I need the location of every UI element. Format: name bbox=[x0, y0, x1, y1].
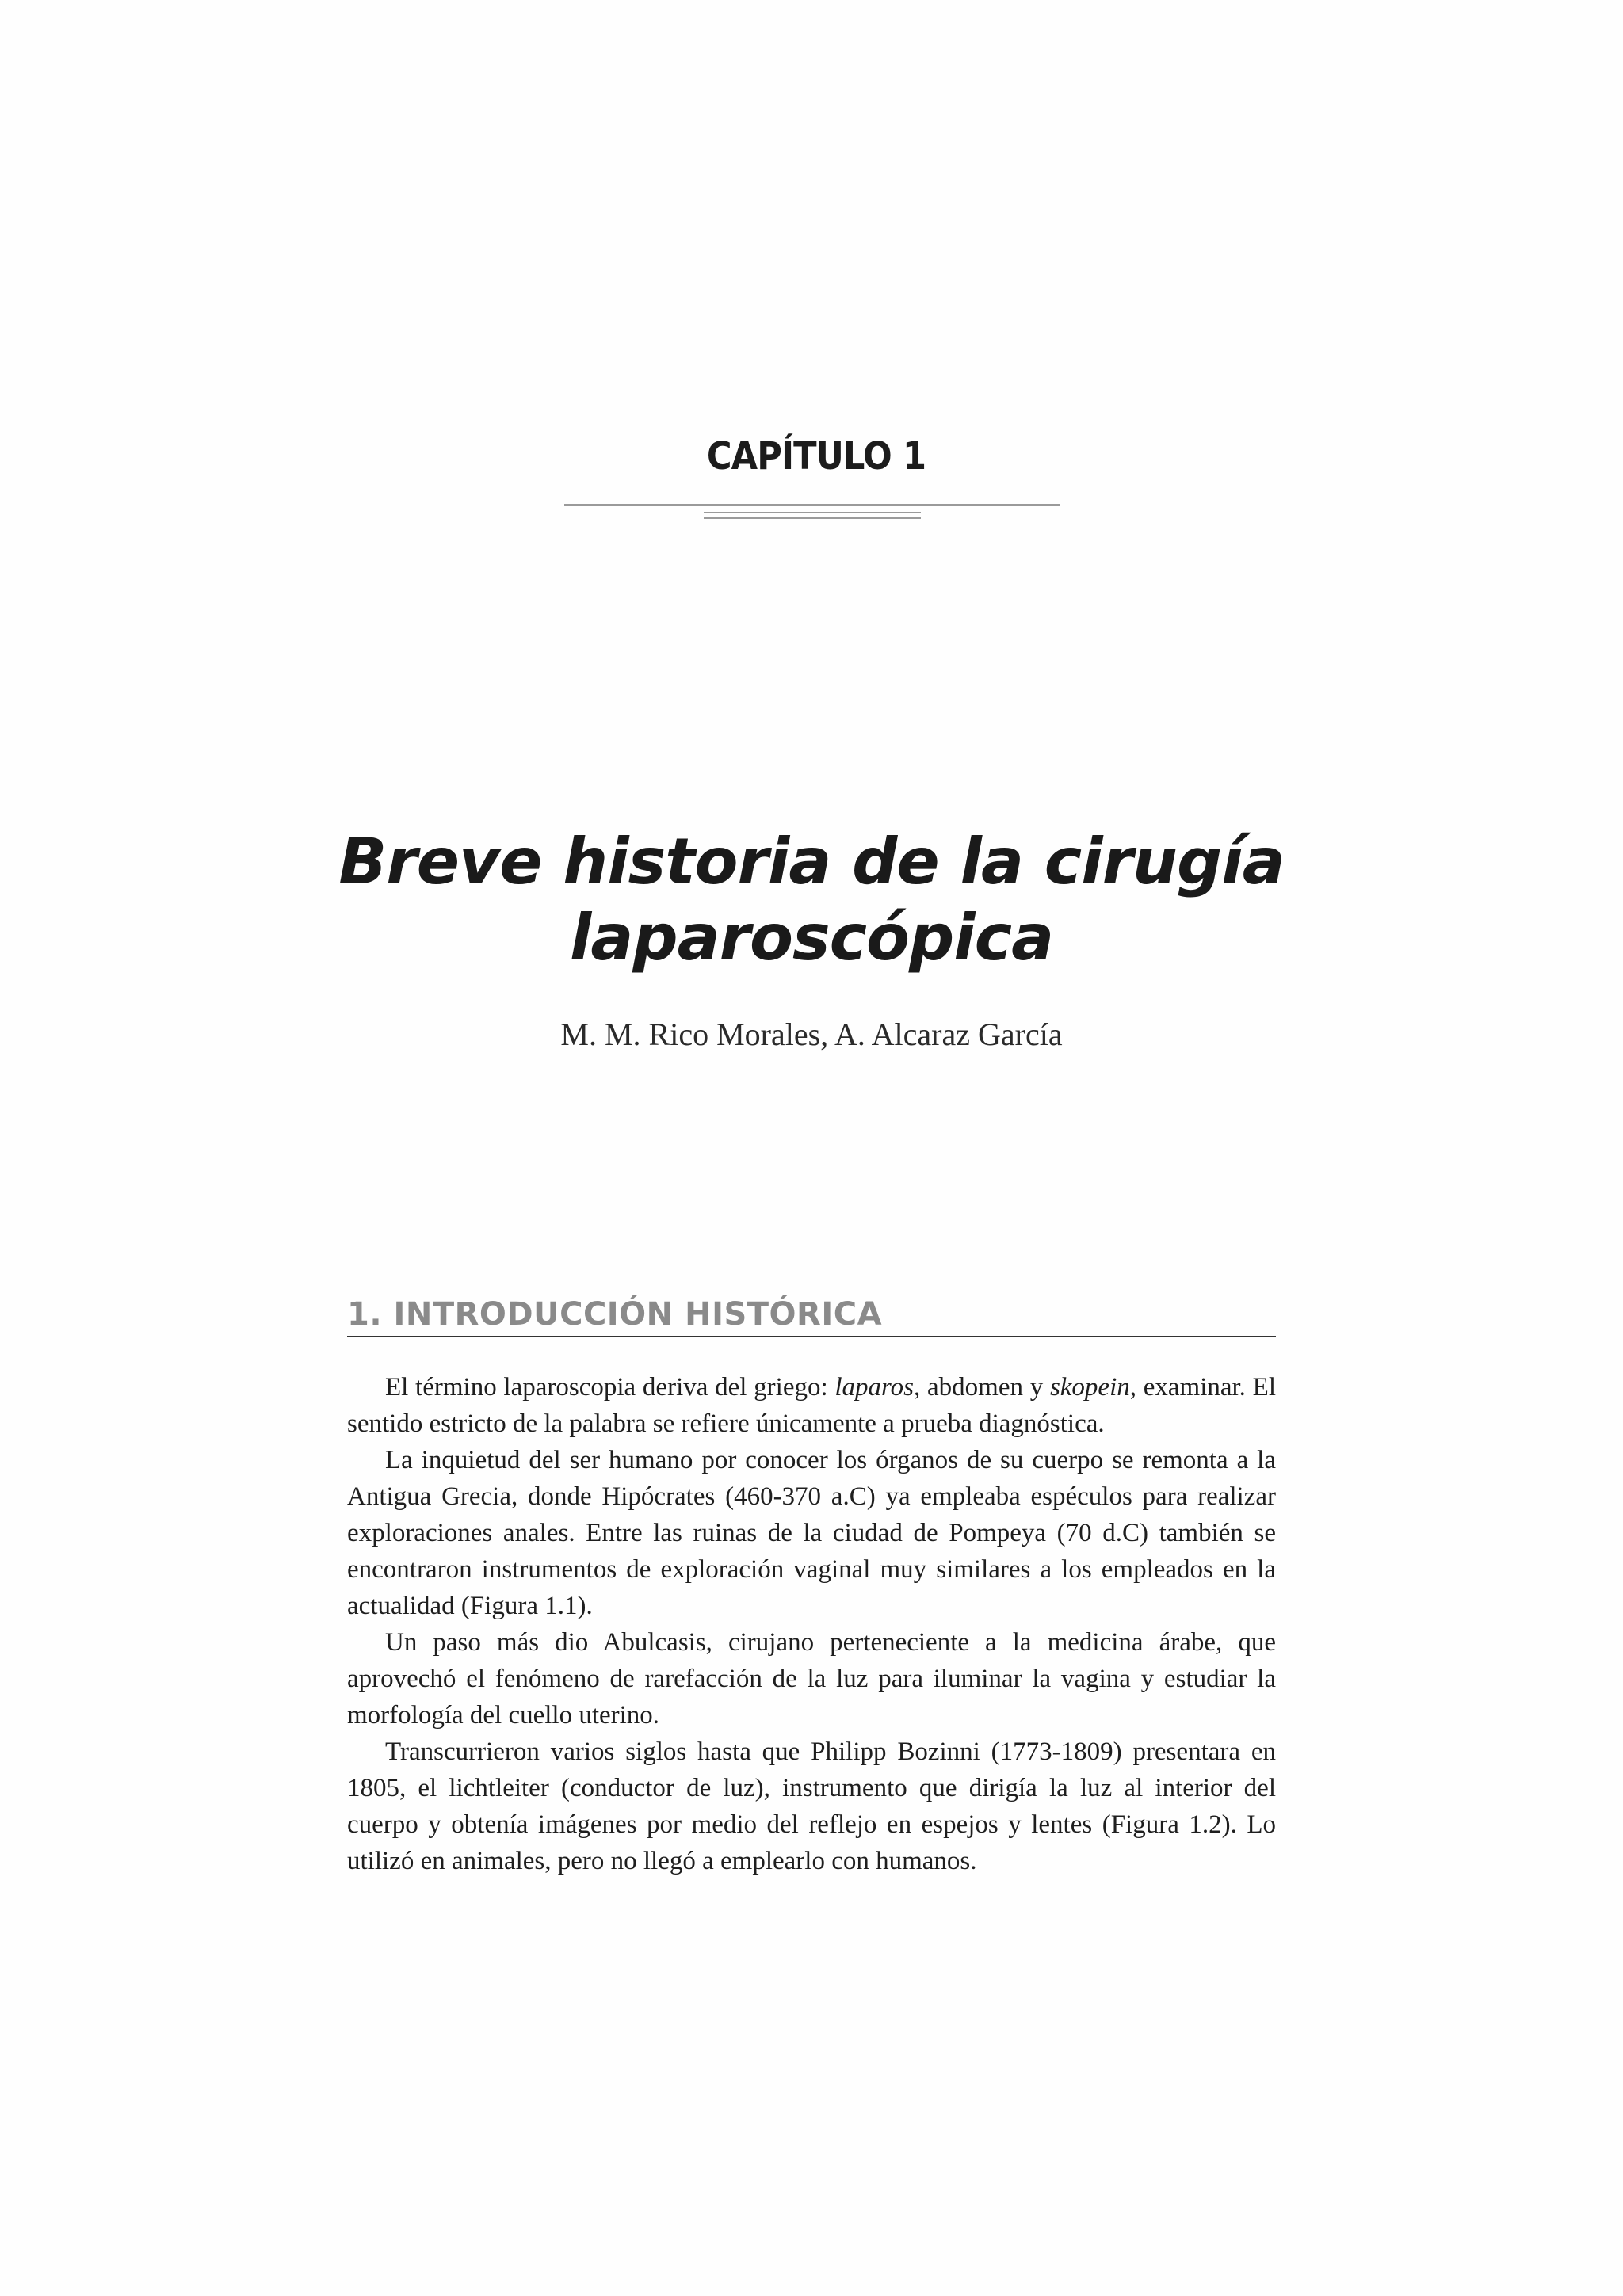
section-rule bbox=[347, 1336, 1276, 1337]
chapter-title bbox=[257, 824, 1366, 976]
paragraph-4: Transcurrieron varios siglos hasta que Philipp Bozinni (1773-1809) presentara en 1805, el lichtleiter (conductor de luz), instrumento que dirigía la luz al interior del cuerpo y obtenía imágenes por medio del reflejo en espejos y lentes (Figura 1.2). Lo utilizó en animales, pero no llegó a emplearlo con humanos. bbox=[347, 1737, 1276, 1875]
body-text bbox=[347, 1369, 1276, 1879]
chapter-rule-double-bottom bbox=[704, 517, 921, 519]
paragraph-1-text-a: El término laparoscopia deriva del griego: bbox=[385, 1373, 835, 1402]
paragraph-2: La inquietud del ser humano por conocer los órganos de su cuerpo se remonta a la Antigua Grecia, donde Hipócrates (460-370 a.C) ya empleaba espéculos para realizar exploraciones anales. Entre las ruinas de la ciudad de Pompeya (70 d.C) también se encontraron instrumentos de exploración vaginal muy similares a los empleados en la actualidad (Figura 1.1). bbox=[347, 1446, 1276, 1620]
paragraph-1-text-b: , abdomen y bbox=[914, 1373, 1050, 1402]
paragraph-1-text-c: , examinar. El sentido estricto de la palabra se refiere únicamente a prueba diagnóstica. bbox=[347, 1373, 1276, 1438]
chapter-title-line-1: Breve historia de la cirugía bbox=[338, 825, 1285, 898]
paragraph-1-term-skopein: skopein bbox=[1049, 1373, 1130, 1402]
chapter-title-line-2: laparoscópica bbox=[569, 901, 1054, 974]
chapter-label: CAPÍTULO 1 bbox=[706, 434, 926, 479]
chapter-rule bbox=[564, 504, 1060, 506]
paragraph-3: Un paso más dio Abulcasis, cirujano perteneciente a la medicina árabe, que aprovechó el fenómeno de rarefacción de la luz para iluminar la vagina y estudiar la morfología del cuello uterino. bbox=[347, 1628, 1276, 1730]
chapter-rule-double-top bbox=[704, 512, 921, 513]
section-heading: 1. INTRODUCCIÓN HISTÓRICA bbox=[347, 1296, 883, 1333]
authors: M. M. Rico Morales, A. Alcaraz García bbox=[560, 1016, 1063, 1052]
paragraph-1-term-laparos: laparos bbox=[834, 1373, 915, 1402]
paragraph-1 bbox=[347, 1369, 1276, 1442]
